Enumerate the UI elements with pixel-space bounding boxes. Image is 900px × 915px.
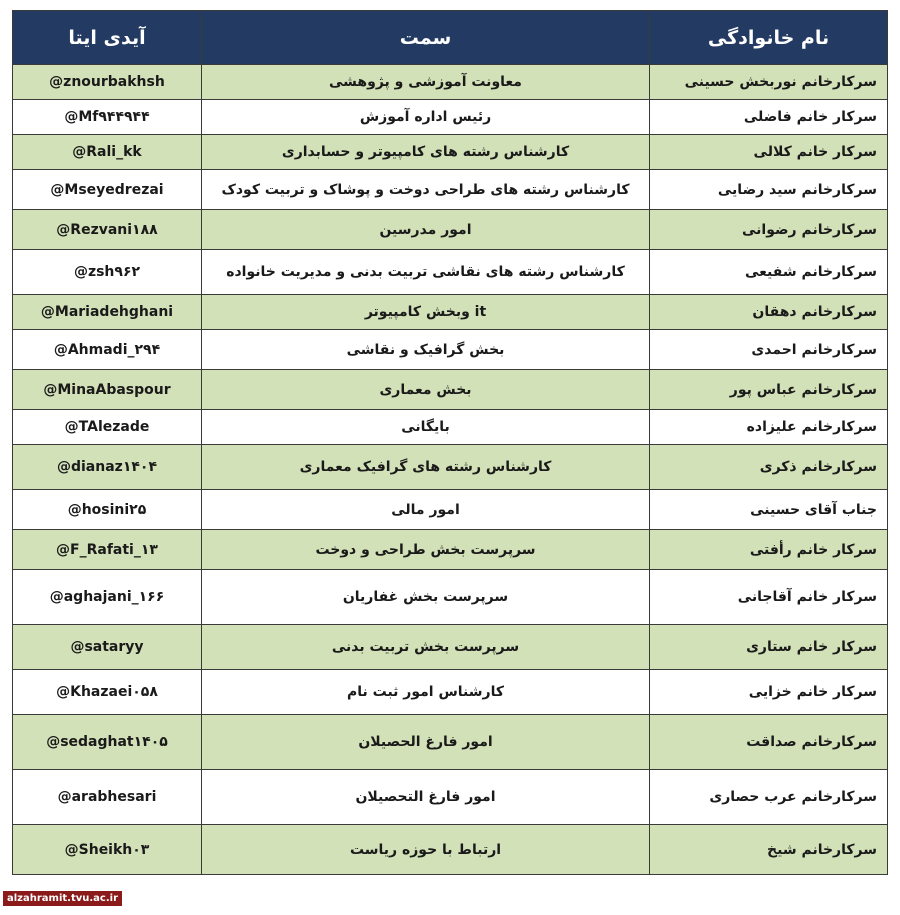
- cell-position: کارشناس امور ثبت نام: [202, 670, 650, 715]
- cell-position: سرپرست بخش تربیت بدنی: [202, 625, 650, 670]
- cell-position: امور فارغ التحصیلان: [202, 770, 650, 825]
- header-eitaa-id: آیدی ایتا: [13, 11, 202, 65]
- table-row: [13, 330, 888, 370]
- table-row: [13, 100, 888, 135]
- table-row: [13, 715, 888, 770]
- cell-position: ارتباط با حوزه ریاست: [202, 825, 650, 875]
- cell-eitaa-id: @aghajani_۱۶۶: [13, 570, 202, 625]
- table-row: [13, 210, 888, 250]
- cell-position: کارشناس رشته های کامپیوتر و حسابداری: [202, 135, 650, 170]
- cell-position: امور فارغ الحصیلان: [202, 715, 650, 770]
- table-row: [13, 65, 888, 100]
- header-position: سمت: [202, 11, 650, 65]
- table-row: [13, 135, 888, 170]
- cell-eitaa-id: @TAlezade: [13, 410, 202, 445]
- cell-name: سرکار خانم خزایی: [650, 670, 888, 715]
- cell-position: کارشناس رشته های طراحی دوخت و پوشاک و تربیت کودک: [202, 170, 650, 210]
- cell-name: سرکارخانم رضوانی: [650, 210, 888, 250]
- cell-name: سرکارخانم دهقان: [650, 295, 888, 330]
- cell-name: سرکارخانم ذکری: [650, 445, 888, 490]
- table-row: [13, 825, 888, 875]
- table-row: [13, 670, 888, 715]
- cell-name: سرکار خانم ستاری: [650, 625, 888, 670]
- cell-position: بخش گرافیک و نقاشی: [202, 330, 650, 370]
- cell-position: کارشناس رشته های نقاشی تربیت بدنی و مدیریت خانواده: [202, 250, 650, 295]
- cell-eitaa-id: @Mf۹۴۴۹۴۴: [13, 100, 202, 135]
- cell-position: it وبخش کامپیوتر: [202, 295, 650, 330]
- cell-name: سرکار خانم رأفتی: [650, 530, 888, 570]
- cell-eitaa-id: @hosini۲۵: [13, 490, 202, 530]
- table-row: [13, 625, 888, 670]
- cell-eitaa-id: @zsh۹۶۲: [13, 250, 202, 295]
- cell-name: سرکار خانم فاضلی: [650, 100, 888, 135]
- cell-name: سرکارخانم عرب حصاری: [650, 770, 888, 825]
- cell-name: سرکار خانم آقاجانی: [650, 570, 888, 625]
- header-name: نام خانوادگی: [650, 11, 888, 65]
- cell-eitaa-id: @F_Rafati_۱۳: [13, 530, 202, 570]
- table-body: [13, 65, 888, 875]
- cell-eitaa-id: @Sheikh۰۳: [13, 825, 202, 875]
- cell-eitaa-id: @Khazaei۰۵۸: [13, 670, 202, 715]
- cell-eitaa-id: @Rezvani۱۸۸: [13, 210, 202, 250]
- cell-name: جناب آقای حسینی: [650, 490, 888, 530]
- table-header-row: [13, 11, 888, 65]
- table-row: [13, 170, 888, 210]
- cell-name: سرکارخانم نوربخش حسینی: [650, 65, 888, 100]
- cell-eitaa-id: @MinaAbaspour: [13, 370, 202, 410]
- table-row: [13, 250, 888, 295]
- cell-position: معاونت آموزشی و پژوهشی: [202, 65, 650, 100]
- cell-position: کارشناس رشته های گرافیک معماری: [202, 445, 650, 490]
- table-row: [13, 490, 888, 530]
- table-row: [13, 370, 888, 410]
- cell-eitaa-id: @Rali_kk: [13, 135, 202, 170]
- cell-position: بایگانی: [202, 410, 650, 445]
- cell-name: سرکارخانم علیزاده: [650, 410, 888, 445]
- staff-directory-table: [12, 10, 888, 875]
- cell-name: سرکارخانم شیخ: [650, 825, 888, 875]
- cell-position: سرپرست بخش طراحی و دوخت: [202, 530, 650, 570]
- cell-name: سرکارخانم سید رضایی: [650, 170, 888, 210]
- cell-name: سرکارخانم صداقت: [650, 715, 888, 770]
- cell-eitaa-id: @sedaghat۱۴۰۵: [13, 715, 202, 770]
- cell-eitaa-id: @sataryy: [13, 625, 202, 670]
- table-row: [13, 570, 888, 625]
- table-row: [13, 295, 888, 330]
- cell-name: سرکارخانم شفیعی: [650, 250, 888, 295]
- cell-position: سرپرست بخش غفاریان: [202, 570, 650, 625]
- cell-eitaa-id: @znourbakhsh: [13, 65, 202, 100]
- cell-name: سرکارخانم احمدی: [650, 330, 888, 370]
- site-watermark: alzahramit.tvu.ac.ir: [3, 891, 122, 906]
- cell-name: سرکار خانم کلالی: [650, 135, 888, 170]
- cell-position: بخش معماری: [202, 370, 650, 410]
- cell-name: سرکارخانم عباس پور: [650, 370, 888, 410]
- table-row: [13, 445, 888, 490]
- table-row: [13, 530, 888, 570]
- cell-position: امور مالی: [202, 490, 650, 530]
- cell-eitaa-id: @Mariadehghani: [13, 295, 202, 330]
- cell-position: رئیس اداره آموزش: [202, 100, 650, 135]
- cell-eitaa-id: @arabhesari: [13, 770, 202, 825]
- cell-eitaa-id: @Ahmadi_۲۹۴: [13, 330, 202, 370]
- cell-position: امور مدرسین: [202, 210, 650, 250]
- table-row: [13, 770, 888, 825]
- cell-eitaa-id: @Mseyedrezai: [13, 170, 202, 210]
- table-row: [13, 410, 888, 445]
- cell-eitaa-id: @dianaz۱۴۰۴: [13, 445, 202, 490]
